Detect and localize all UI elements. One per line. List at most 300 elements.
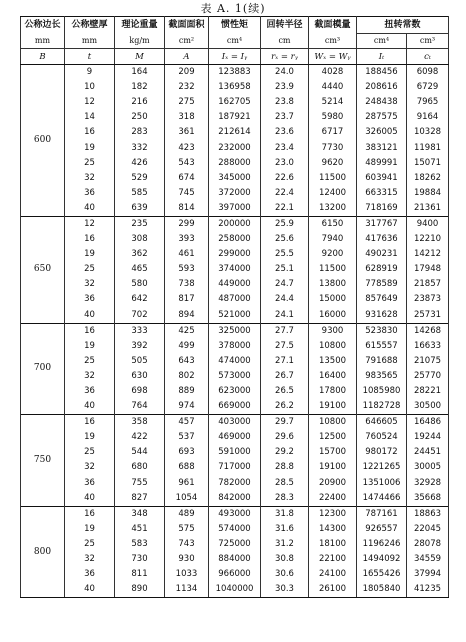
cell-inertia: 1040000	[209, 582, 261, 598]
cell-area: 745	[165, 186, 209, 201]
symbol-inertia: Iₓ = Iᵧ	[209, 49, 261, 65]
cell-weight: 755	[115, 476, 165, 491]
cell-torsion-it: 490231	[357, 247, 407, 262]
cell-thickness: 36	[65, 186, 115, 201]
cell-modulus: 7940	[309, 232, 357, 247]
cell-torsion-it: 646605	[357, 415, 407, 431]
cell-area: 537	[165, 430, 209, 445]
cell-torsion-ct: 9400	[407, 216, 449, 232]
cell-inertia: 187921	[209, 110, 261, 125]
cell-torsion-ct: 10328	[407, 125, 449, 140]
cell-thickness: 16	[65, 125, 115, 140]
cell-torsion-ct: 18863	[407, 506, 449, 522]
cell-weight: 308	[115, 232, 165, 247]
cell-thickness: 16	[65, 232, 115, 247]
cell-area: 543	[165, 156, 209, 171]
unit-torsion-ct: cm³	[407, 34, 449, 49]
cell-modulus: 6717	[309, 125, 357, 140]
cell-weight: 332	[115, 140, 165, 155]
cell-weight: 827	[115, 491, 165, 507]
cell-modulus: 11500	[309, 171, 357, 186]
cell-torsion-it: 1805840	[357, 582, 407, 598]
cell-thickness: 14	[65, 110, 115, 125]
cell-modulus: 19100	[309, 399, 357, 415]
cell-modulus: 20900	[309, 476, 357, 491]
table-row	[21, 415, 449, 431]
unit-torsion-it: cm⁴	[357, 34, 407, 49]
cell-area: 961	[165, 476, 209, 491]
cell-gyration: 25.1	[261, 262, 309, 277]
cell-weight: 630	[115, 369, 165, 384]
side-length-cell: 700	[21, 323, 65, 415]
table-row	[21, 186, 449, 201]
cell-weight: 680	[115, 460, 165, 475]
cell-thickness: 16	[65, 323, 115, 339]
table-row	[21, 140, 449, 155]
cell-torsion-ct: 25731	[407, 308, 449, 324]
cell-thickness: 36	[65, 476, 115, 491]
cell-torsion-it: 603941	[357, 171, 407, 186]
cell-torsion-it: 188456	[357, 65, 407, 81]
cell-gyration: 27.1	[261, 354, 309, 369]
table-body	[21, 65, 449, 598]
header-moment-of-inertia: 惯性矩	[209, 17, 261, 34]
cell-area: 1054	[165, 491, 209, 507]
cell-weight: 235	[115, 216, 165, 232]
cell-modulus: 7730	[309, 140, 357, 155]
cell-modulus: 4440	[309, 80, 357, 95]
unit-gyration: cm	[261, 34, 309, 49]
table-row	[21, 354, 449, 369]
table-row	[21, 460, 449, 475]
cell-weight: 348	[115, 506, 165, 522]
cell-inertia: 162705	[209, 95, 261, 110]
table-row	[21, 506, 449, 522]
cell-thickness: 19	[65, 522, 115, 537]
cell-torsion-ct: 28221	[407, 384, 449, 399]
cell-torsion-ct: 21857	[407, 277, 449, 292]
cell-weight: 544	[115, 445, 165, 460]
cell-weight: 426	[115, 156, 165, 171]
cell-torsion-ct: 12210	[407, 232, 449, 247]
cell-weight: 583	[115, 537, 165, 552]
cell-area: 743	[165, 537, 209, 552]
cell-torsion-it: 489991	[357, 156, 407, 171]
cell-gyration: 29.6	[261, 430, 309, 445]
cell-thickness: 40	[65, 201, 115, 217]
cell-inertia: 493000	[209, 506, 261, 522]
cell-modulus: 9620	[309, 156, 357, 171]
cell-torsion-it: 1351006	[357, 476, 407, 491]
cell-torsion-ct: 7965	[407, 95, 449, 110]
cell-inertia: 325000	[209, 323, 261, 339]
cell-weight: 164	[115, 65, 165, 81]
cell-inertia: 345000	[209, 171, 261, 186]
cell-modulus: 9200	[309, 247, 357, 262]
cell-area: 299	[165, 216, 209, 232]
cell-gyration: 30.6	[261, 567, 309, 582]
symbol-weight: M	[115, 49, 165, 65]
cell-modulus: 13200	[309, 201, 357, 217]
cell-inertia: 782000	[209, 476, 261, 491]
cell-area: 738	[165, 277, 209, 292]
cell-thickness: 9	[65, 65, 115, 81]
cell-gyration: 24.4	[261, 292, 309, 307]
cell-inertia: 521000	[209, 308, 261, 324]
table-row	[21, 125, 449, 140]
cell-gyration: 26.7	[261, 369, 309, 384]
cell-thickness: 32	[65, 369, 115, 384]
cell-thickness: 25	[65, 262, 115, 277]
cell-thickness: 19	[65, 247, 115, 262]
cell-torsion-it: 628919	[357, 262, 407, 277]
table-row	[21, 232, 449, 247]
cell-modulus: 13800	[309, 277, 357, 292]
cell-modulus: 9300	[309, 323, 357, 339]
cell-torsion-it: 1182728	[357, 399, 407, 415]
symbol-gyration: rₓ = rᵧ	[261, 49, 309, 65]
cell-area: 232	[165, 80, 209, 95]
cell-area: 575	[165, 522, 209, 537]
cell-torsion-it: 926557	[357, 522, 407, 537]
cell-area: 489	[165, 506, 209, 522]
cell-area: 361	[165, 125, 209, 140]
cell-thickness: 19	[65, 430, 115, 445]
table-row	[21, 95, 449, 110]
cell-gyration: 31.2	[261, 537, 309, 552]
cell-weight: 811	[115, 567, 165, 582]
cell-area: 974	[165, 399, 209, 415]
unit-side-length: mm	[21, 34, 65, 49]
cell-torsion-it: 1085980	[357, 384, 407, 399]
cell-gyration: 25.9	[261, 216, 309, 232]
cell-torsion-ct: 11981	[407, 140, 449, 155]
cell-inertia: 123883	[209, 65, 261, 81]
cell-modulus: 5980	[309, 110, 357, 125]
cell-torsion-ct: 14268	[407, 323, 449, 339]
unit-weight: kg/m	[115, 34, 165, 49]
cell-gyration: 22.4	[261, 186, 309, 201]
cell-area: 318	[165, 110, 209, 125]
cell-weight: 529	[115, 171, 165, 186]
cell-gyration: 31.8	[261, 506, 309, 522]
cell-torsion-it: 778589	[357, 277, 407, 292]
cell-area: 693	[165, 445, 209, 460]
cell-gyration: 26.2	[261, 399, 309, 415]
cell-inertia: 200000	[209, 216, 261, 232]
cell-inertia: 374000	[209, 262, 261, 277]
cell-modulus: 24100	[309, 567, 357, 582]
table-row	[21, 277, 449, 292]
header-section-area: 截面面积	[165, 17, 209, 34]
cell-weight: 422	[115, 430, 165, 445]
cell-inertia: 966000	[209, 567, 261, 582]
cell-area: 1033	[165, 567, 209, 582]
cell-torsion-ct: 37994	[407, 567, 449, 582]
cell-gyration: 28.5	[261, 476, 309, 491]
cell-gyration: 24.0	[261, 65, 309, 81]
cell-thickness: 19	[65, 140, 115, 155]
cell-torsion-ct: 34559	[407, 552, 449, 567]
cell-weight: 505	[115, 354, 165, 369]
cell-torsion-ct: 6729	[407, 80, 449, 95]
cell-torsion-ct: 25770	[407, 369, 449, 384]
cell-area: 688	[165, 460, 209, 475]
cell-gyration: 23.8	[261, 95, 309, 110]
cell-torsion-it: 248438	[357, 95, 407, 110]
header-side-length: 公称边长	[21, 17, 65, 34]
cell-torsion-it: 663315	[357, 186, 407, 201]
cell-torsion-ct: 41235	[407, 582, 449, 598]
cell-modulus: 5214	[309, 95, 357, 110]
cell-torsion-it: 983565	[357, 369, 407, 384]
cell-torsion-ct: 19244	[407, 430, 449, 445]
cell-weight: 639	[115, 201, 165, 217]
cell-thickness: 25	[65, 156, 115, 171]
table-row	[21, 384, 449, 399]
cell-area: 643	[165, 354, 209, 369]
cell-modulus: 15000	[309, 292, 357, 307]
cell-torsion-ct: 32928	[407, 476, 449, 491]
cell-torsion-it: 718169	[357, 201, 407, 217]
cell-thickness: 40	[65, 308, 115, 324]
cell-inertia: 842000	[209, 491, 261, 507]
cell-torsion-it: 1494092	[357, 552, 407, 567]
table-row	[21, 552, 449, 567]
cell-torsion-it: 383121	[357, 140, 407, 155]
table-row	[21, 156, 449, 171]
cell-area: 393	[165, 232, 209, 247]
table-row	[21, 582, 449, 598]
cell-torsion-ct: 24451	[407, 445, 449, 460]
cell-inertia: 591000	[209, 445, 261, 460]
cell-inertia: 136958	[209, 80, 261, 95]
cell-modulus: 11500	[309, 262, 357, 277]
cell-modulus: 17800	[309, 384, 357, 399]
cell-inertia: 884000	[209, 552, 261, 567]
cell-weight: 182	[115, 80, 165, 95]
cell-inertia: 232000	[209, 140, 261, 155]
cell-area: 894	[165, 308, 209, 324]
side-length-cell: 800	[21, 506, 65, 598]
table-row	[21, 80, 449, 95]
cell-gyration: 29.7	[261, 415, 309, 431]
table-title: 表 A. 1(续)	[200, 2, 266, 15]
header-theoretical-weight: 理论重量	[115, 17, 165, 34]
header-radius-of-gyration: 回转半径	[261, 17, 309, 34]
cell-modulus: 10800	[309, 339, 357, 354]
table-row	[21, 65, 449, 81]
cell-inertia: 288000	[209, 156, 261, 171]
cell-inertia: 474000	[209, 354, 261, 369]
cell-thickness: 36	[65, 384, 115, 399]
cell-thickness: 36	[65, 567, 115, 582]
cell-modulus: 13500	[309, 354, 357, 369]
symbol-side-length: B	[21, 49, 65, 65]
cell-thickness: 10	[65, 80, 115, 95]
cell-modulus: 6150	[309, 216, 357, 232]
cell-modulus: 12300	[309, 506, 357, 522]
cell-gyration: 29.2	[261, 445, 309, 460]
cell-weight: 890	[115, 582, 165, 598]
table-row	[21, 171, 449, 186]
unit-modulus: cm³	[309, 34, 357, 49]
table-row	[21, 201, 449, 217]
cell-thickness: 25	[65, 445, 115, 460]
cell-area: 889	[165, 384, 209, 399]
cell-modulus: 18100	[309, 537, 357, 552]
cell-modulus: 22100	[309, 552, 357, 567]
table-row	[21, 262, 449, 277]
cell-torsion-it: 1196246	[357, 537, 407, 552]
cell-gyration: 27.7	[261, 323, 309, 339]
cell-inertia: 573000	[209, 369, 261, 384]
cell-area: 817	[165, 292, 209, 307]
cell-torsion-it: 417636	[357, 232, 407, 247]
cell-torsion-ct: 15071	[407, 156, 449, 171]
cell-modulus: 12500	[309, 430, 357, 445]
cell-torsion-ct: 16486	[407, 415, 449, 431]
symbol-torsion-it: Iₜ	[357, 49, 407, 65]
cell-area: 814	[165, 201, 209, 217]
cell-weight: 250	[115, 110, 165, 125]
cell-thickness: 32	[65, 171, 115, 186]
cell-area: 457	[165, 415, 209, 431]
table-row	[21, 522, 449, 537]
cell-torsion-it: 326005	[357, 125, 407, 140]
cell-gyration: 23.9	[261, 80, 309, 95]
table-row	[21, 308, 449, 324]
cell-torsion-ct: 17948	[407, 262, 449, 277]
cell-area: 674	[165, 171, 209, 186]
cell-area: 275	[165, 95, 209, 110]
cell-torsion-it: 287575	[357, 110, 407, 125]
cell-torsion-it: 787161	[357, 506, 407, 522]
cell-gyration: 28.3	[261, 491, 309, 507]
unit-wall-thickness: mm	[65, 34, 115, 49]
cell-torsion-ct: 18262	[407, 171, 449, 186]
cell-inertia: 449000	[209, 277, 261, 292]
cell-torsion-it: 615557	[357, 339, 407, 354]
table-row	[21, 292, 449, 307]
cell-thickness: 40	[65, 399, 115, 415]
cell-gyration: 23.7	[261, 110, 309, 125]
cell-thickness: 36	[65, 292, 115, 307]
cell-thickness: 25	[65, 354, 115, 369]
header-torsion-constant: 扭转常数	[357, 17, 449, 34]
cell-area: 425	[165, 323, 209, 339]
cell-thickness: 32	[65, 552, 115, 567]
cell-area: 1134	[165, 582, 209, 598]
cell-weight: 580	[115, 277, 165, 292]
cell-modulus: 16000	[309, 308, 357, 324]
cell-gyration: 28.8	[261, 460, 309, 475]
cell-torsion-ct: 14212	[407, 247, 449, 262]
cell-torsion-ct: 30500	[407, 399, 449, 415]
cell-gyration: 30.8	[261, 552, 309, 567]
cell-weight: 698	[115, 384, 165, 399]
cell-torsion-ct: 21075	[407, 354, 449, 369]
cell-weight: 216	[115, 95, 165, 110]
table-row	[21, 430, 449, 445]
side-length-cell: 750	[21, 415, 65, 507]
side-length-cell: 650	[21, 216, 65, 323]
cell-gyration: 23.6	[261, 125, 309, 140]
cell-torsion-it: 1221265	[357, 460, 407, 475]
cell-torsion-ct: 9164	[407, 110, 449, 125]
table-header	[21, 17, 449, 65]
cell-torsion-ct: 22045	[407, 522, 449, 537]
cell-inertia: 574000	[209, 522, 261, 537]
cell-gyration: 22.6	[261, 171, 309, 186]
cell-weight: 392	[115, 339, 165, 354]
cell-weight: 764	[115, 399, 165, 415]
cell-inertia: 487000	[209, 292, 261, 307]
cell-inertia: 212614	[209, 125, 261, 140]
cell-torsion-ct: 21361	[407, 201, 449, 217]
cell-weight: 362	[115, 247, 165, 262]
cell-thickness: 40	[65, 582, 115, 598]
symbol-torsion-ct: cₜ	[407, 49, 449, 65]
cell-weight: 451	[115, 522, 165, 537]
cell-gyration: 31.6	[261, 522, 309, 537]
cell-thickness: 12	[65, 95, 115, 110]
cell-inertia: 717000	[209, 460, 261, 475]
unit-area: cm²	[165, 34, 209, 49]
header-wall-thickness: 公称壁厚	[65, 17, 115, 34]
cell-weight: 642	[115, 292, 165, 307]
cell-area: 593	[165, 262, 209, 277]
cell-torsion-ct: 6098	[407, 65, 449, 81]
cell-weight: 702	[115, 308, 165, 324]
cell-modulus: 10800	[309, 415, 357, 431]
cell-modulus: 15700	[309, 445, 357, 460]
cell-thickness: 32	[65, 460, 115, 475]
cell-torsion-it: 857649	[357, 292, 407, 307]
cell-modulus: 26100	[309, 582, 357, 598]
cell-weight: 358	[115, 415, 165, 431]
cell-weight: 730	[115, 552, 165, 567]
cell-inertia: 299000	[209, 247, 261, 262]
cell-thickness: 25	[65, 537, 115, 552]
table-row	[21, 476, 449, 491]
cell-area: 461	[165, 247, 209, 262]
cell-gyration: 30.3	[261, 582, 309, 598]
cell-gyration: 24.7	[261, 277, 309, 292]
table-row	[21, 491, 449, 507]
table-row	[21, 323, 449, 339]
table-row	[21, 369, 449, 384]
cell-gyration: 25.5	[261, 247, 309, 262]
cell-gyration: 25.6	[261, 232, 309, 247]
cell-area: 499	[165, 339, 209, 354]
cell-inertia: 397000	[209, 201, 261, 217]
cell-gyration: 27.5	[261, 339, 309, 354]
cell-modulus: 12400	[309, 186, 357, 201]
symbol-wall-thickness: t	[65, 49, 115, 65]
cell-area: 930	[165, 552, 209, 567]
cell-torsion-ct: 23873	[407, 292, 449, 307]
cell-inertia: 378000	[209, 339, 261, 354]
cell-inertia: 669000	[209, 399, 261, 415]
cell-torsion-it: 791688	[357, 354, 407, 369]
cell-inertia: 403000	[209, 415, 261, 431]
cell-torsion-it: 1474466	[357, 491, 407, 507]
cell-torsion-ct: 35668	[407, 491, 449, 507]
header-section-modulus: 截面模量	[309, 17, 357, 34]
cell-modulus: 16400	[309, 369, 357, 384]
steel-section-table	[20, 16, 449, 598]
